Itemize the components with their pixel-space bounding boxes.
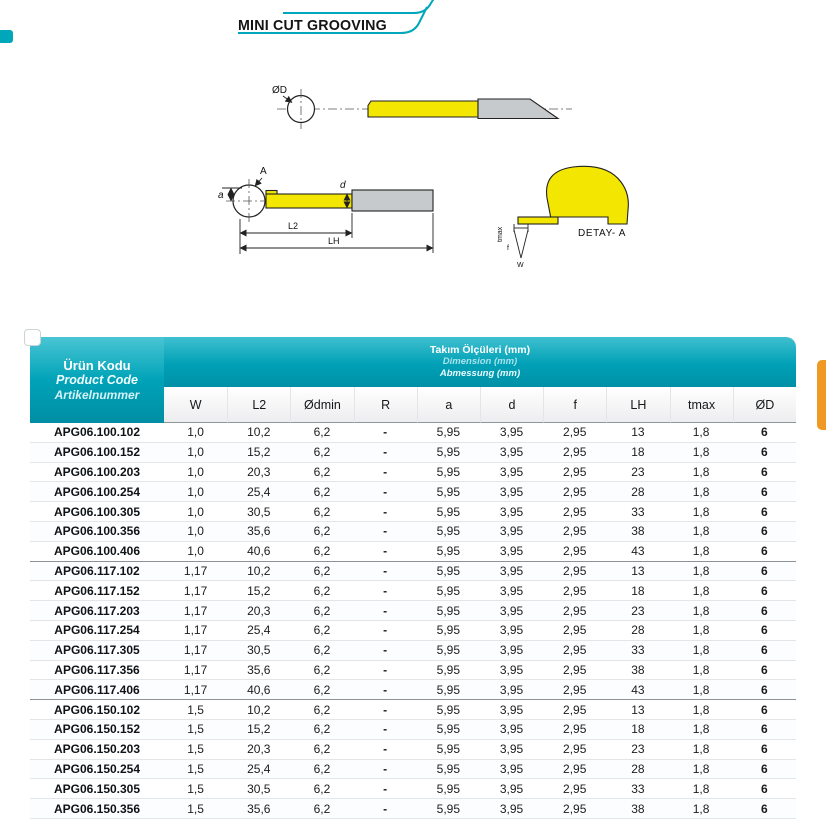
dim-label-w: W: [517, 262, 524, 269]
value-cell: 2,95: [543, 740, 606, 760]
value-cell: -: [354, 661, 417, 681]
table-row: [30, 423, 796, 443]
value-cell: 6,2: [290, 740, 353, 760]
table-row: [30, 720, 796, 740]
tool-diagrams: [180, 70, 680, 305]
value-cell: -: [354, 482, 417, 502]
value-cell: 28: [606, 482, 669, 502]
value-cell: 25,4: [227, 621, 290, 641]
value-cell: 3,95: [480, 760, 543, 780]
value-cell: 3,95: [480, 562, 543, 582]
value-cell: 38: [606, 799, 669, 819]
column-header: LH: [606, 387, 669, 423]
ground-section-shape: [266, 194, 352, 208]
value-cell: 33: [606, 779, 669, 799]
value-cell: 6,2: [290, 720, 353, 740]
value-cell: 15,2: [227, 443, 290, 463]
value-cell: 1,17: [164, 680, 227, 700]
column-header: R: [354, 387, 417, 423]
value-cell: 2,95: [543, 799, 606, 819]
value-cell: 6,2: [290, 423, 353, 443]
value-cell: 3,95: [480, 680, 543, 700]
value-cell: 5,95: [417, 641, 480, 661]
page-side-tab: [817, 360, 826, 430]
value-cell: 1,0: [164, 482, 227, 502]
value-cell: -: [354, 542, 417, 562]
value-cell: 3,95: [480, 522, 543, 542]
value-cell: 10,2: [227, 423, 290, 443]
value-cell: -: [354, 562, 417, 582]
value-cell: 6: [733, 680, 796, 700]
value-cell: 5,95: [417, 502, 480, 522]
value-cell: 1,17: [164, 621, 227, 641]
value-cell: 1,8: [670, 621, 733, 641]
product-code-cell: APG06.117.203: [30, 601, 164, 621]
value-cell: 25,4: [227, 482, 290, 502]
table-row: [30, 463, 796, 483]
value-cell: 6,2: [290, 779, 353, 799]
value-cell: 1,17: [164, 601, 227, 621]
value-cell: 5,95: [417, 740, 480, 760]
value-cell: 6,2: [290, 581, 353, 601]
value-cell: 5,95: [417, 799, 480, 819]
value-cell: 40,6: [227, 542, 290, 562]
value-cell: -: [354, 581, 417, 601]
value-cell: 2,95: [543, 502, 606, 522]
value-cell: 1,8: [670, 760, 733, 780]
column-header: L2: [227, 387, 290, 423]
column-header: d: [480, 387, 543, 423]
value-cell: 33: [606, 641, 669, 661]
value-cell: 6: [733, 621, 796, 641]
value-cell: 5,95: [417, 463, 480, 483]
value-cell: 1,0: [164, 463, 227, 483]
value-cell: 1,8: [670, 522, 733, 542]
value-cell: 1,8: [670, 502, 733, 522]
value-cell: 6,2: [290, 641, 353, 661]
edge-accent-square: [0, 30, 13, 43]
value-cell: 23: [606, 740, 669, 760]
value-cell: -: [354, 601, 417, 621]
product-code-cell: APG06.100.305: [30, 502, 164, 522]
value-cell: 2,95: [543, 522, 606, 542]
value-cell: 6: [733, 562, 796, 582]
dimensions-header-en: Dimension (mm): [442, 356, 518, 368]
product-code-cell: APG06.150.305: [30, 779, 164, 799]
table-row: [30, 799, 796, 819]
value-cell: 3,95: [480, 463, 543, 483]
table-row: [30, 601, 796, 621]
value-cell: 6,2: [290, 482, 353, 502]
value-cell: 3,95: [480, 700, 543, 720]
value-cell: 2,95: [543, 443, 606, 463]
product-code-cell: APG06.117.102: [30, 562, 164, 582]
value-cell: 2,95: [543, 621, 606, 641]
dim-label-lh: LH: [328, 236, 340, 246]
value-cell: 6: [733, 641, 796, 661]
table-row: [30, 680, 796, 700]
value-cell: 15,2: [227, 581, 290, 601]
value-cell: 6: [733, 779, 796, 799]
value-cell: -: [354, 641, 417, 661]
value-cell: 1,8: [670, 443, 733, 463]
value-cell: 2,95: [543, 661, 606, 681]
value-cell: 1,17: [164, 581, 227, 601]
value-cell: 13: [606, 700, 669, 720]
value-cell: 40,6: [227, 680, 290, 700]
value-cell: 1,8: [670, 700, 733, 720]
value-cell: 6: [733, 522, 796, 542]
value-cell: 35,6: [227, 661, 290, 681]
value-cell: 6,2: [290, 799, 353, 819]
value-cell: 5,95: [417, 562, 480, 582]
dimensions-header: [164, 337, 796, 387]
value-cell: 6: [733, 502, 796, 522]
value-cell: 6: [733, 463, 796, 483]
value-cell: 35,6: [227, 522, 290, 542]
value-cell: 1,0: [164, 542, 227, 562]
value-cell: -: [354, 740, 417, 760]
table-row: [30, 700, 796, 720]
value-cell: 2,95: [543, 423, 606, 443]
value-cell: -: [354, 423, 417, 443]
product-code-cell: APG06.150.356: [30, 799, 164, 819]
section-label-a: A: [260, 166, 267, 177]
value-cell: 6: [733, 740, 796, 760]
value-cell: 28: [606, 760, 669, 780]
page-title: MINI CUT GROOVING: [238, 17, 387, 34]
dimension-diagram: [218, 166, 433, 254]
value-cell: 23: [606, 463, 669, 483]
table-corner-decoration: [24, 329, 41, 346]
value-cell: 5,95: [417, 621, 480, 641]
value-cell: 2,95: [543, 463, 606, 483]
value-cell: 6: [733, 799, 796, 819]
value-cell: -: [354, 522, 417, 542]
value-cell: 1,5: [164, 740, 227, 760]
value-cell: 2,95: [543, 641, 606, 661]
detail-view: [497, 166, 628, 269]
value-cell: 3,95: [480, 779, 543, 799]
value-cell: 6: [733, 661, 796, 681]
value-cell: -: [354, 779, 417, 799]
value-cell: 6,2: [290, 502, 353, 522]
value-cell: 5,95: [417, 423, 480, 443]
value-cell: 6,2: [290, 542, 353, 562]
value-cell: 5,95: [417, 443, 480, 463]
value-cell: 25,4: [227, 760, 290, 780]
value-cell: 38: [606, 522, 669, 542]
value-cell: 6,2: [290, 522, 353, 542]
value-cell: -: [354, 502, 417, 522]
dimensions-header-de: Abmessung (mm): [439, 368, 521, 380]
value-cell: 6: [733, 482, 796, 502]
product-code-cell: APG06.117.305: [30, 641, 164, 661]
dimensions-header-tr: Takım Ölçüleri (mm): [429, 343, 531, 356]
value-cell: 2,95: [543, 779, 606, 799]
value-cell: 1,8: [670, 463, 733, 483]
value-cell: 2,95: [543, 581, 606, 601]
value-cell: -: [354, 760, 417, 780]
value-cell: 1,8: [670, 562, 733, 582]
value-cell: -: [354, 621, 417, 641]
value-cell: 5,95: [417, 760, 480, 780]
value-cell: 20,3: [227, 463, 290, 483]
value-cell: 6: [733, 700, 796, 720]
value-cell: 3,95: [480, 502, 543, 522]
value-cell: 10,2: [227, 700, 290, 720]
value-cell: 35,6: [227, 799, 290, 819]
value-cell: 2,95: [543, 601, 606, 621]
value-cell: 6,2: [290, 443, 353, 463]
value-cell: 43: [606, 680, 669, 700]
value-cell: 13: [606, 423, 669, 443]
table-body: [30, 423, 796, 819]
value-cell: 2,95: [543, 482, 606, 502]
value-cell: 18: [606, 720, 669, 740]
table-row: [30, 661, 796, 681]
value-cell: 18: [606, 443, 669, 463]
value-cell: -: [354, 463, 417, 483]
value-cell: 3,95: [480, 542, 543, 562]
value-cell: -: [354, 720, 417, 740]
value-cell: 1,8: [670, 740, 733, 760]
value-cell: -: [354, 443, 417, 463]
value-cell: 1,8: [670, 581, 733, 601]
product-code-cell: APG06.150.102: [30, 700, 164, 720]
detail-head-shape: [547, 166, 629, 224]
product-code-cell: APG06.117.356: [30, 661, 164, 681]
value-cell: 6: [733, 601, 796, 621]
product-code-cell: APG06.100.203: [30, 463, 164, 483]
value-cell: 43: [606, 542, 669, 562]
side-view-diagram: [272, 85, 572, 129]
value-cell: 1,8: [670, 779, 733, 799]
value-cell: 5,95: [417, 661, 480, 681]
value-cell: 5,95: [417, 581, 480, 601]
value-cell: 1,8: [670, 542, 733, 562]
table-row: [30, 502, 796, 522]
product-code-cell: APG06.150.152: [30, 720, 164, 740]
table-row: [30, 779, 796, 799]
table-row: [30, 542, 796, 562]
column-header: a: [417, 387, 480, 423]
value-cell: 3,95: [480, 661, 543, 681]
column-header: W: [164, 387, 227, 423]
value-cell: 28: [606, 621, 669, 641]
product-code-cell: APG06.117.152: [30, 581, 164, 601]
value-cell: 3,95: [480, 601, 543, 621]
dim-label-d: d: [340, 180, 346, 191]
product-code-cell: APG06.150.203: [30, 740, 164, 760]
value-cell: 6,2: [290, 680, 353, 700]
value-cell: 2,95: [543, 700, 606, 720]
product-code-cell: APG06.100.102: [30, 423, 164, 443]
value-cell: 23: [606, 601, 669, 621]
value-cell: 2,95: [543, 680, 606, 700]
value-cell: 5,95: [417, 542, 480, 562]
product-header-en: Product Code: [56, 372, 138, 387]
value-cell: 6,2: [290, 463, 353, 483]
value-cell: 5,95: [417, 522, 480, 542]
value-cell: 1,0: [164, 522, 227, 542]
value-cell: 1,8: [670, 720, 733, 740]
dim-label-od: ØD: [272, 85, 287, 96]
value-cell: -: [354, 700, 417, 720]
value-cell: 1,0: [164, 502, 227, 522]
product-code-header: [30, 337, 164, 423]
value-cell: 30,5: [227, 779, 290, 799]
value-cell: 18: [606, 581, 669, 601]
value-cell: 30,5: [227, 502, 290, 522]
value-cell: 3,95: [480, 720, 543, 740]
value-cell: 1,17: [164, 641, 227, 661]
value-cell: 1,5: [164, 700, 227, 720]
table-row: [30, 562, 796, 582]
value-cell: 2,95: [543, 720, 606, 740]
product-code-cell: APG06.100.152: [30, 443, 164, 463]
table-row: [30, 581, 796, 601]
value-cell: 3,95: [480, 799, 543, 819]
value-cell: 5,95: [417, 779, 480, 799]
product-code-cell: APG06.100.406: [30, 542, 164, 562]
value-cell: 1,0: [164, 443, 227, 463]
value-cell: 2,95: [543, 562, 606, 582]
tool-head-shape: [368, 101, 478, 117]
value-cell: 3,95: [480, 581, 543, 601]
value-cell: 1,5: [164, 779, 227, 799]
table-row: [30, 740, 796, 760]
table-row: [30, 522, 796, 542]
value-cell: 3,95: [480, 482, 543, 502]
product-code-cell: APG06.100.356: [30, 522, 164, 542]
value-cell: 6,2: [290, 700, 353, 720]
value-cell: 1,0: [164, 423, 227, 443]
value-cell: 1,5: [164, 720, 227, 740]
value-cell: 5,95: [417, 482, 480, 502]
value-cell: 1,8: [670, 601, 733, 621]
detail-view-label: DETAY- A: [578, 228, 626, 239]
value-cell: 3,95: [480, 641, 543, 661]
value-cell: 13: [606, 562, 669, 582]
value-cell: -: [354, 680, 417, 700]
value-cell: 1,8: [670, 661, 733, 681]
value-cell: 15,2: [227, 720, 290, 740]
value-cell: 6: [733, 760, 796, 780]
product-code-cell: APG06.117.406: [30, 680, 164, 700]
dim-label-l2: L2: [288, 221, 299, 231]
value-cell: 6: [733, 423, 796, 443]
value-cell: 1,8: [670, 799, 733, 819]
value-cell: 20,3: [227, 740, 290, 760]
value-cell: 3,95: [480, 740, 543, 760]
column-header: Ødmin: [290, 387, 353, 423]
column-header: tmax: [670, 387, 733, 423]
value-cell: -: [354, 799, 417, 819]
value-cell: 1,8: [670, 680, 733, 700]
product-code-cell: APG06.150.254: [30, 760, 164, 780]
value-cell: 6,2: [290, 760, 353, 780]
product-header-de: Artikelnummer: [54, 387, 140, 402]
value-cell: 1,5: [164, 799, 227, 819]
value-cell: 5,95: [417, 680, 480, 700]
value-cell: 30,5: [227, 641, 290, 661]
value-cell: 33: [606, 502, 669, 522]
column-header: ØD: [733, 387, 796, 423]
value-cell: 6: [733, 443, 796, 463]
value-cell: 3,95: [480, 423, 543, 443]
value-cell: 3,95: [480, 621, 543, 641]
value-cell: 1,8: [670, 423, 733, 443]
value-cell: 10,2: [227, 562, 290, 582]
value-cell: 1,8: [670, 641, 733, 661]
product-table: [30, 337, 796, 819]
value-cell: 5,95: [417, 720, 480, 740]
value-cell: 6: [733, 581, 796, 601]
value-cell: 2,95: [543, 760, 606, 780]
product-code-cell: APG06.117.254: [30, 621, 164, 641]
value-cell: 1,17: [164, 562, 227, 582]
value-cell: 6,2: [290, 661, 353, 681]
table-row: [30, 621, 796, 641]
value-cell: 2,95: [543, 542, 606, 562]
value-cell: 1,8: [670, 482, 733, 502]
dim-label-a: a: [218, 190, 224, 201]
table-row: [30, 760, 796, 780]
value-cell: 6,2: [290, 621, 353, 641]
product-header-tr: Ürün Kodu: [63, 357, 131, 373]
value-cell: 1,17: [164, 661, 227, 681]
value-cell: 6: [733, 542, 796, 562]
value-cell: 6,2: [290, 562, 353, 582]
value-cell: 3,95: [480, 443, 543, 463]
value-cell: 5,95: [417, 601, 480, 621]
value-cell: 38: [606, 661, 669, 681]
value-cell: 5,95: [417, 700, 480, 720]
table-row: [30, 641, 796, 661]
value-cell: 6,2: [290, 601, 353, 621]
value-cell: 20,3: [227, 601, 290, 621]
table-row: [30, 443, 796, 463]
table-row: [30, 482, 796, 502]
shank-shape-2: [352, 190, 433, 211]
dim-label-f: f: [507, 245, 509, 252]
value-cell: 1,5: [164, 760, 227, 780]
column-header: f: [543, 387, 606, 423]
product-code-cell: APG06.100.254: [30, 482, 164, 502]
dim-label-tmax: tmax: [497, 226, 504, 242]
value-cell: 6: [733, 720, 796, 740]
